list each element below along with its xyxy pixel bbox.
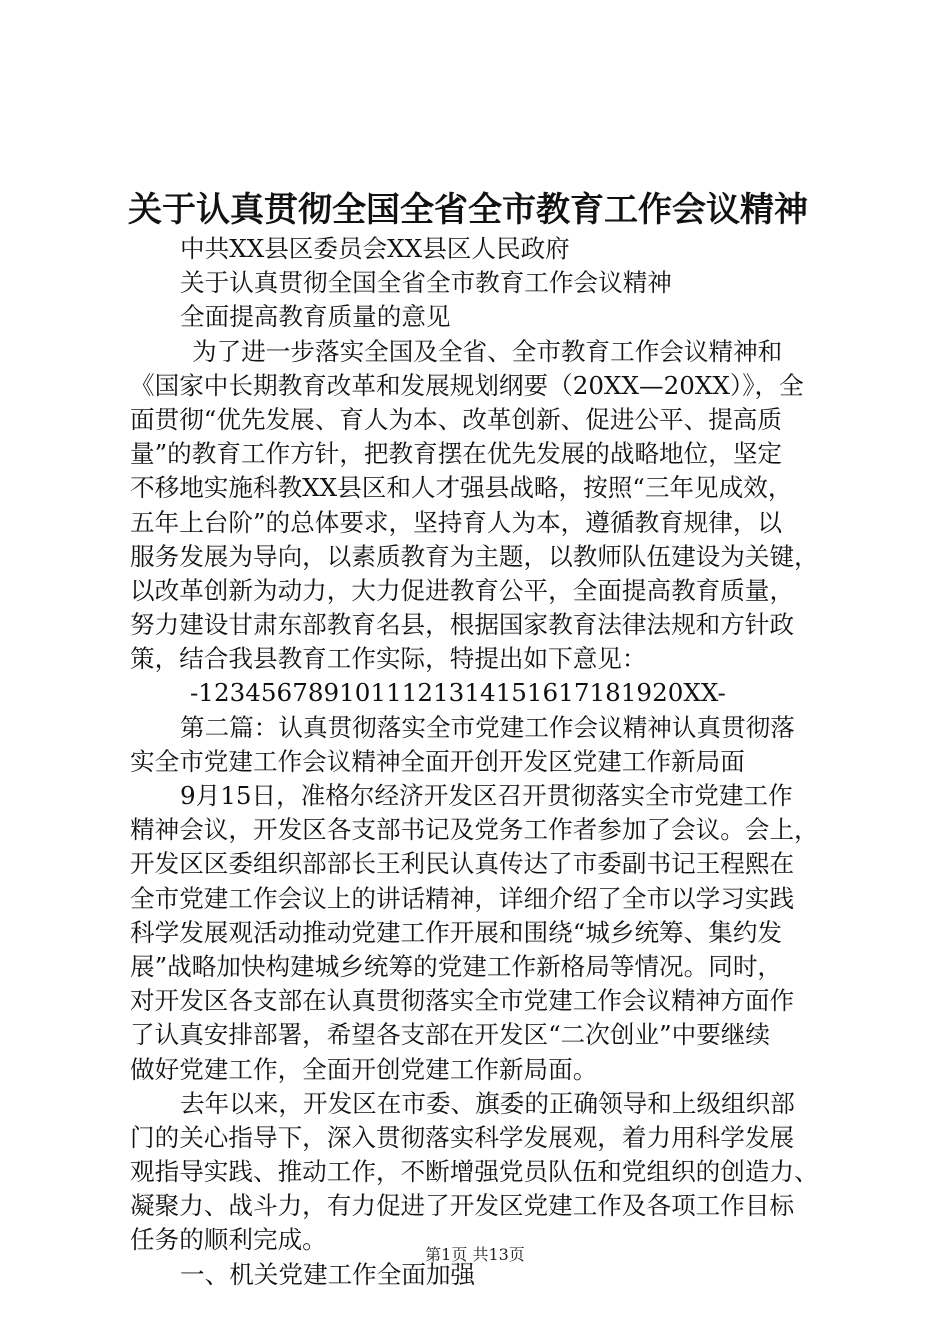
page-footer: 第1页 共13页 xyxy=(425,1245,525,1264)
text-line: 关于认真贯彻全国全省全市教育工作会议精神 xyxy=(180,268,672,298)
text-line: 凝聚力、战斗力，有力促进了开发区党建工作及各项工作目标 xyxy=(130,1191,795,1221)
text-line: 门的关心指导下，深入贯彻落实科学发展观，着力用科学发展 xyxy=(130,1122,795,1152)
text-line: 量”的教育工作方针，把教育摆在优先发展的战略地位，坚定 xyxy=(130,439,783,469)
text-line: 第二篇：认真贯彻落实全市党建工作会议精神认真贯彻落 xyxy=(180,712,795,742)
document-body xyxy=(130,232,830,1292)
text-line: 努力建设甘肃东部教育名县，根据国家教育法律法规和方针政 xyxy=(130,610,795,640)
text-line: 了认真安排部署，希望各支部在开发区“二次创业”中要继续 xyxy=(130,1020,770,1050)
text-line: 实全市党建工作会议精神全面开创开发区党建工作新局面 xyxy=(130,746,745,776)
text-line: 策，结合我县教育工作实际，特提出如下意见： xyxy=(130,644,647,674)
text-line: 对开发区各支部在认真贯彻落实全市党建工作会议精神方面作 xyxy=(130,986,795,1016)
text-line: 任务的顺利完成。 xyxy=(130,1225,327,1255)
text-line: 展”战略加快构建城乡统筹的党建工作新格局等情况。同时， xyxy=(130,951,783,981)
text-line: 全市党建工作会议上的讲话精神，详细介绍了全市以学习实践 xyxy=(130,883,795,913)
text-line: 以改革创新为动力，大力促进教育公平，全面提高教育质量， xyxy=(130,575,795,605)
text-line: 服务发展为导向，以素质教育为主题，以教师队伍建设为关键， xyxy=(130,541,819,571)
document-title: 关于认真贯彻全国全省全市教育工作会议精神 xyxy=(128,190,808,230)
text-line: 中共XX县区委员会XX县区人民政府 xyxy=(180,234,570,263)
text-line: -1234567891011121314151617181920XX- xyxy=(190,678,726,708)
text-line: 观指导实践、推动工作，不断增强党员队伍和党组织的创造力、 xyxy=(130,1157,819,1187)
text-line: 面贯彻“优先发展、育人为本、改革创新、促进公平、提高质 xyxy=(130,404,783,434)
text-line: 不移地实施科教XX县区和人才强县战略，按照“三年见成效， xyxy=(130,473,793,503)
text-line: 9月15日，准格尔经济开发区召开贯彻落实全市党建工作 xyxy=(180,781,793,810)
text-line: 一、机关党建工作全面加强 xyxy=(180,1259,476,1289)
text-line: 为了进一步落实全国及全省、全市教育工作会议精神和 xyxy=(192,336,783,366)
text-line: 科学发展观活动推动党建工作开展和围绕“城乡统筹、集约发 xyxy=(130,917,783,947)
text-line: 开发区区委组织部部长王利民认真传达了市委副书记王程熙在 xyxy=(130,849,795,879)
text-line: 做好党建工作，全面开创党建工作新局面。 xyxy=(130,1054,598,1084)
text-line: 五年上台阶”的总体要求，坚持育人为本，遵循教育规律，以 xyxy=(130,507,783,537)
text-line: 《国家中长期教育改革和发展规划纲要（20XX—20XX）》，全 xyxy=(130,370,804,400)
text-line: 去年以来，开发区在市委、旗委的正确领导和上级组织部 xyxy=(180,1088,795,1118)
text-line: 精神会议，开发区各支部书记及党务工作者参加了会议。会上， xyxy=(130,815,819,845)
text-line: 全面提高教育质量的意见 xyxy=(180,302,451,332)
